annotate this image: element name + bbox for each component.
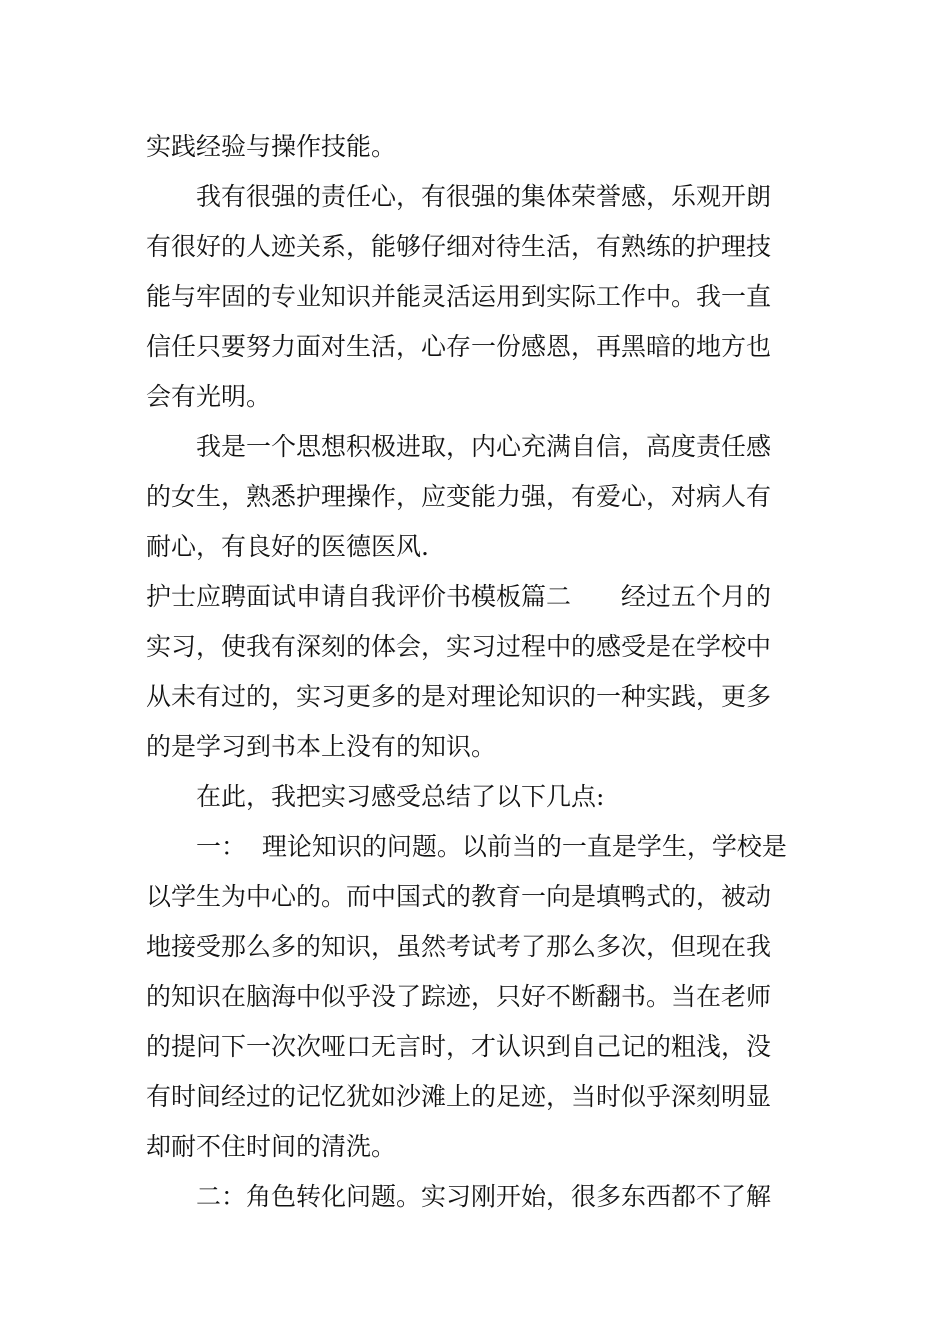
text-line: 有时间经过的记忆犹如沙滩上的足迹，当时似乎深刻明显 — [146, 1082, 772, 1111]
text-line: 以学生为中心的。而中国式的教育一向是填鸭式的，被动 — [146, 882, 772, 911]
text-line: 地接受那么多的知识，虽然考试考了那么多次，但现在我 — [146, 932, 772, 961]
text-line: 二：角色转化问题。实习刚开始，很多东西都不了解 — [196, 1182, 772, 1211]
text-line: 会有光明。 — [146, 382, 272, 411]
text-line: 实践经验与操作技能。 — [146, 132, 397, 161]
section-heading-tail: 经过五个月的 — [621, 582, 772, 611]
text-line: 信任只要努力面对生活，心存一份感恩，再黑暗的地方也 — [146, 332, 772, 361]
text-line: 耐心，有良好的医德医风. — [146, 532, 429, 561]
text-line: 的知识在脑海中似乎没了踪迹，只好不断翻书。当在老师 — [146, 982, 772, 1011]
text-line: 实习，使我有深刻的体会，实习过程中的感受是在学校中 — [146, 632, 772, 661]
text-line: 一： 理论知识的问题。以前当的一直是学生，学校是 — [196, 832, 787, 861]
text-line: 能与牢固的专业知识并能灵活运用到实际工作中。我一直 — [146, 282, 772, 311]
text-line: 却耐不住时间的清洗。 — [146, 1132, 397, 1161]
text-line: 的女生，熟悉护理操作，应变能力强，有爱心，对病人有 — [146, 482, 772, 511]
text-line: 从未有过的，实习更多的是对理论知识的一种实践，更多 — [146, 682, 772, 711]
section-heading-line — [146, 572, 808, 622]
text-line: 的提问下一次次哑口无言时，才认识到自己记的粗浅，没 — [146, 1032, 772, 1061]
section-heading: 护士应聘面试申请自我评价书模板篇二 — [146, 582, 572, 611]
document-page — [146, 122, 808, 1222]
text-line: 的是学习到书本上没有的知识。 — [146, 732, 497, 761]
text-line: 有很好的人迹关系，能够仔细对待生活，有熟练的护理技 — [146, 232, 772, 261]
text-line: 在此，我把实习感受总结了以下几点: — [196, 782, 605, 811]
text-line: 我是一个思想积极进取，内心充满自信，高度责任感 — [196, 432, 772, 461]
text-line: 我有很强的责任心，有很强的集体荣誉感，乐观开朗 — [196, 182, 772, 211]
